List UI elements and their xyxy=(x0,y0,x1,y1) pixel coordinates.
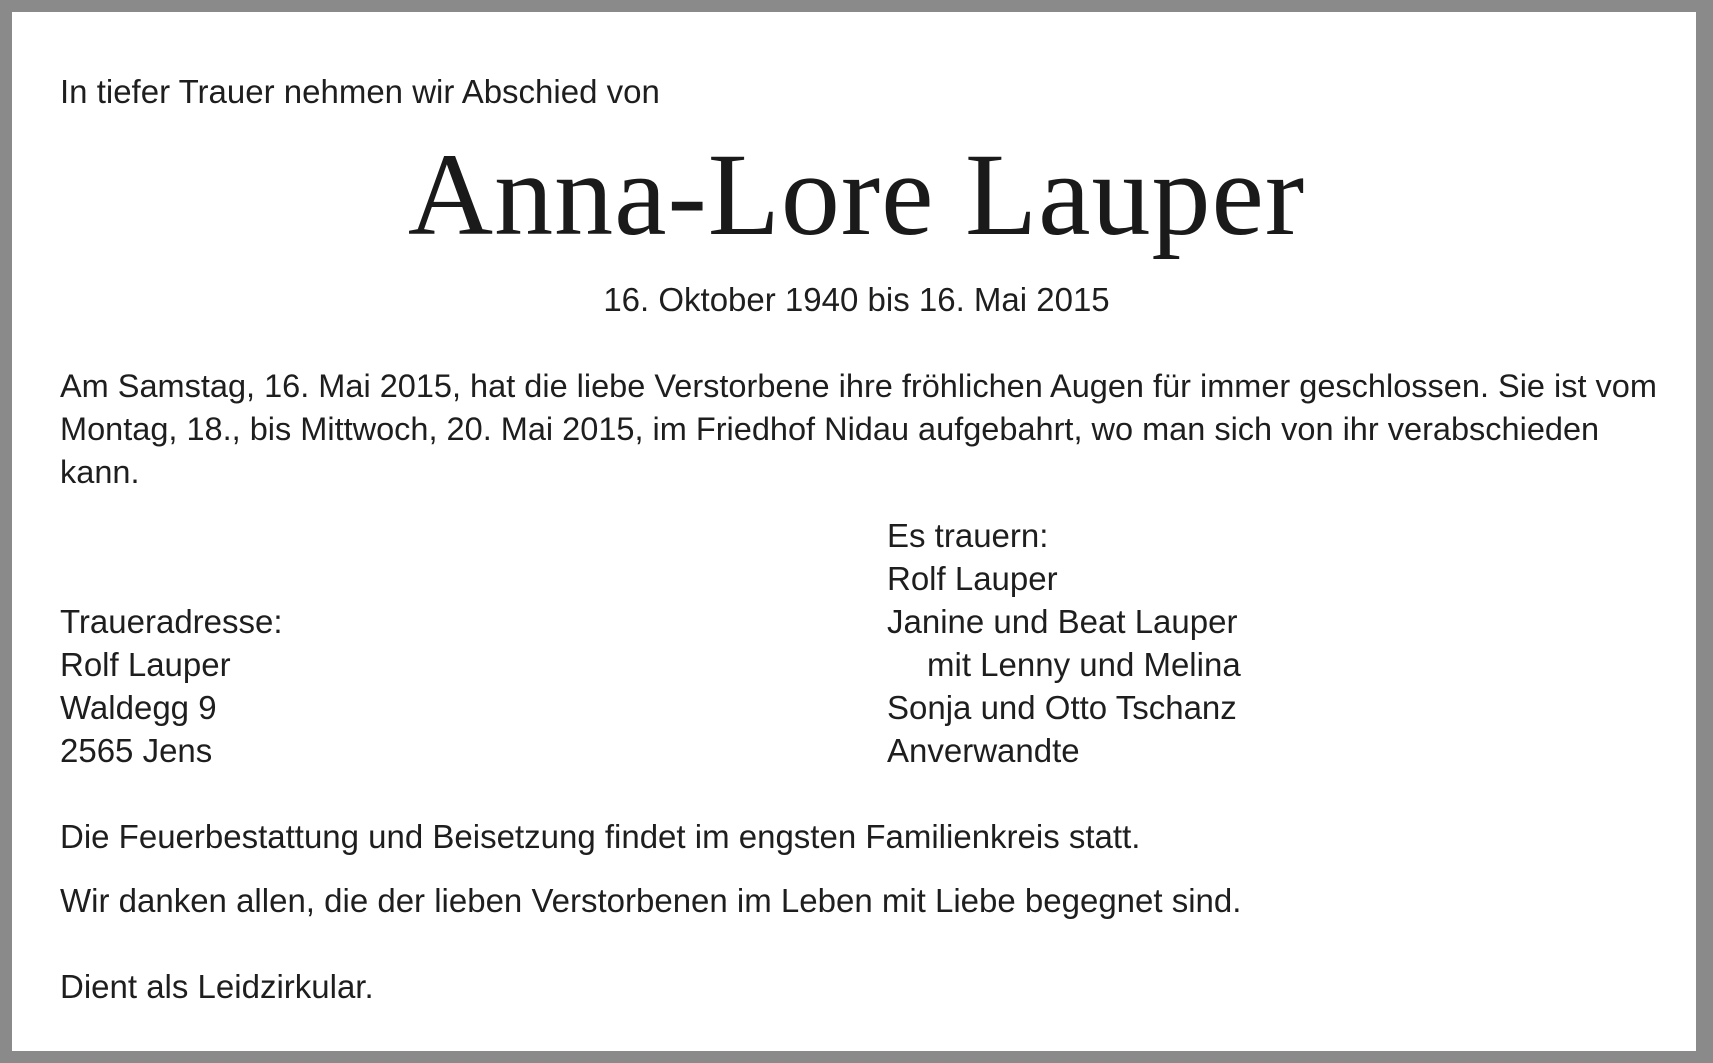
address-line: Waldegg 9 xyxy=(60,689,217,726)
mourner-line: Janine und Beat Lauper xyxy=(887,603,1238,640)
mourners-heading: Es trauern: xyxy=(887,517,1049,554)
mourners-list xyxy=(887,514,1241,772)
mourner-line: mit Lenny und Melina xyxy=(927,646,1241,683)
mourner-line: Sonja und Otto Tschanz xyxy=(887,689,1237,726)
mourner-line: Anverwandte xyxy=(887,732,1080,769)
circular-note: Dient als Leidzirkular. xyxy=(60,968,374,1005)
thanks-note: Wir danken allen, die der lieben Verstorbenen im Leben mit Liebe begegnet sind. xyxy=(60,882,1242,919)
address-line: 2565 Jens xyxy=(60,732,213,769)
notice-paragraph: Am Samstag, 16. Mai 2015, hat die liebe Verstorbene ihre fröhlichen Augen für immer geschlossen. Sie ist vom Montag, 18., bis Mittwoch, 20. Mai 2015, im Friedhof Nidau aufgebahrt, wo man sich von ihr verabschieden kann. xyxy=(60,368,1657,490)
mourning-address xyxy=(60,600,283,772)
intro-line: In tiefer Trauer nehmen wir Abschied von xyxy=(60,73,660,110)
deceased-name: Anna-Lore Lauper xyxy=(407,129,1306,260)
mourner-line: Rolf Lauper xyxy=(887,560,1058,597)
address-heading: Traueradresse: xyxy=(60,603,283,640)
funeral-note: Die Feuerbestattung und Beisetzung findet im engsten Familienkreis statt. xyxy=(60,818,1141,855)
address-line: Rolf Lauper xyxy=(60,646,231,683)
life-dates: 16. Oktober 1940 bis 16. Mai 2015 xyxy=(603,281,1110,318)
